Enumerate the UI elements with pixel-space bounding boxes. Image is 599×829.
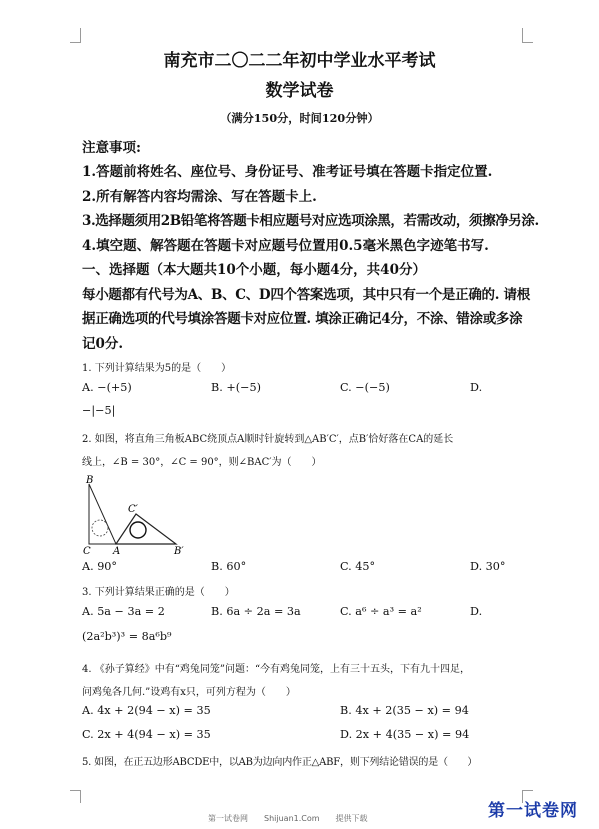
crop-mark-top-right	[522, 28, 533, 43]
q2-line1: 2. 如图，将直角三角板ABC绕顶点A顺时针旋转到△AB′C′，点B′恰好落在CA的延长	[82, 434, 454, 445]
q3-option-a: A. 5a − 3a = 2	[82, 605, 165, 618]
q1-option-a: A. −(+5)	[82, 381, 132, 394]
q4-option-a: A. 4x + 2(94 − x) = 35	[82, 704, 211, 717]
notice-item-4: 4.填空题、解答题在答题卡对应题号位置用0.5毫米黑色字迹笔书写.	[82, 238, 489, 254]
q4-option-b: B. 4x + 2(35 − x) = 94	[340, 704, 469, 717]
q2-option-a: A. 90°	[82, 560, 118, 573]
label-c-prime: C′	[128, 504, 138, 515]
q5-line1: 5. 如图，在正五边形ABCDE中，以AB为边向内作正△ABF，则下列结论错误的是（ ）	[82, 757, 478, 768]
q2-option-b: B. 60°	[211, 560, 247, 573]
triangle-abc-hole	[92, 520, 108, 536]
triangle-prime-hole	[130, 522, 146, 538]
q3-option-d: D.	[470, 605, 483, 618]
q4-line2: 问鸡兔各几何.”设鸡有x只，可列方程为（ ）	[82, 687, 296, 698]
section1-instr-line2: 据正确选项的代号填涂答题卡对应位置. 填涂正确记4分，不涂、错涂或多涂	[82, 311, 523, 327]
q1-option-d-value: −|−5|	[82, 404, 116, 417]
q1-stem: 1. 下列计算结果为5的是（ ）	[82, 363, 232, 374]
q2-option-c: C. 45°	[340, 560, 376, 573]
label-b-prime: B′	[174, 546, 184, 556]
q1-option-b: B. +(−5)	[211, 381, 261, 394]
label-b: B	[86, 475, 94, 486]
exam-title: 南充市二〇二二年初中学业水平考试	[163, 51, 436, 71]
label-c: C	[83, 546, 91, 556]
q2-option-d: D. 30°	[470, 560, 506, 573]
q1-option-c: C. −(−5)	[340, 381, 390, 394]
q3-option-b: B. 6a ÷ 2a = 3a	[211, 605, 301, 618]
q3-stem: 3. 下列计算结果正确的是（ ）	[82, 587, 235, 598]
notice-item-1: 1.答题前将姓名、座位号、身份证号、准考证号填在答题卡指定位置.	[82, 164, 493, 180]
crop-mark-bottom-left	[70, 790, 81, 803]
q4-line1: 4. 《孙子算经》中有“鸡兔同笼”问题：“今有鸡兔同笼，上有三十五头，下有九十四足，	[82, 664, 471, 675]
footer-text: 第一试卷网 Shijuan1.Com 提供下载	[208, 814, 368, 823]
q3-option-c: C. a⁶ ÷ a³ = a²	[340, 605, 422, 618]
q4-option-c: C. 2x + 4(94 − x) = 35	[82, 728, 211, 741]
section1-heading: 一、选择题（本大题共10个小题，每小题4分，共40分）	[82, 262, 426, 278]
q1-option-d: D.	[470, 381, 483, 394]
notice-item-2: 2.所有解答内容均需涂、写在答题卡上.	[82, 189, 317, 205]
q2-line2: 线上，∠B = 30°，∠C = 90°，则∠BAC′为（ ）	[82, 457, 322, 468]
section1-instr-line3: 记0分.	[82, 336, 124, 352]
q2-figure	[80, 474, 200, 556]
triangle-abc	[89, 484, 116, 544]
crop-mark-top-left	[70, 28, 81, 43]
q3-option-d-value: (2a²b³)³ = 8a⁶b⁹	[82, 630, 172, 643]
label-a: A	[113, 546, 121, 556]
exam-subtitle: 数学试卷	[265, 81, 334, 101]
q4-option-d: D. 2x + 4(35 − x) = 94	[340, 728, 470, 741]
notice-heading: 注意事项:	[82, 140, 141, 156]
section1-instr-line1: 每小题都有代号为A、B、C、D四个答案选项，其中只有一个是正确的. 请根	[82, 287, 530, 303]
exam-meta: （满分150分，时间120分钟）	[220, 111, 379, 125]
notice-item-3: 3.选择题须用2B铅笔将答题卡相应题号对应选项涂黑，若需改动，须擦净另涂.	[82, 213, 539, 229]
site-logo: 第一试卷网	[488, 801, 578, 821]
